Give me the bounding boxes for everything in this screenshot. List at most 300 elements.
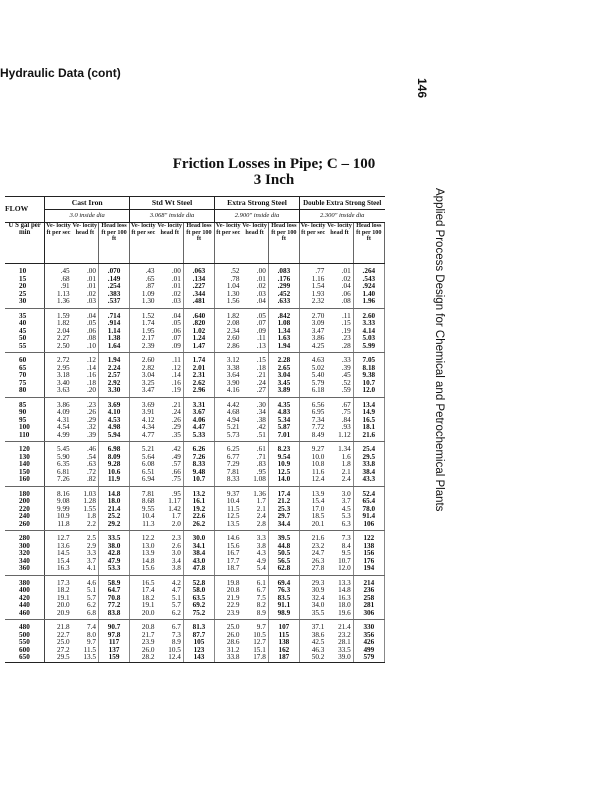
velocity-header: Ve- locity ft per sec [299, 223, 326, 264]
velocity-head-cell: 18.0 [338, 602, 351, 609]
velocity-head-cell: .75 [157, 476, 184, 486]
flow-cell: 340 [19, 557, 30, 565]
head-loss-cell: 58.9 [98, 575, 129, 587]
velocity-head-cell: 5.7 [171, 602, 181, 609]
velocity-cell: 16.3 [45, 565, 72, 575]
velocity-head-cell: .20 [72, 387, 99, 397]
velocity-head-cell: .46 [87, 445, 96, 453]
velocity-head-cell: 12.4 [157, 654, 184, 662]
velocity-cell: 3.25 [130, 380, 157, 388]
head-loss-cell: 3.67 [183, 409, 214, 417]
velocity-cell: 2.39 [130, 343, 157, 353]
velocity-cell: 31.2 [215, 647, 242, 655]
table-row [5, 595, 385, 603]
velocity-cell: 6.18 [299, 387, 326, 397]
velocity-cell: 5.79 [299, 380, 326, 388]
velocity-head-cell: 10.5 [168, 646, 181, 654]
velocity-head-cell: 6.8 [72, 610, 99, 620]
velocity-cell: 3.47 [130, 387, 157, 397]
velocity-cell: 26.3 [299, 558, 326, 566]
velocity-cell: 3.40 [45, 380, 72, 388]
head-loss-cell: 2.62 [183, 380, 214, 388]
velocity-head-cell: 16.3 [338, 594, 351, 602]
velocity-cell: 33.8 [215, 654, 242, 662]
head-loss-cell: 87.7 [183, 632, 214, 640]
head-loss-cell: 7.01 [268, 432, 299, 442]
velocity-head-cell: .05 [171, 320, 181, 327]
head-loss-cell: 81.3 [183, 620, 214, 632]
velocity-cell: 5.21 [130, 442, 157, 454]
velocity-head-cell: 8.0 [87, 631, 96, 639]
velocity-head-cell: .04 [341, 283, 351, 290]
velocity-head-cell: 5.1 [87, 587, 96, 594]
velocity-cell: 6.77 [215, 454, 242, 462]
velocity-head-cell: 2.1 [256, 505, 266, 513]
dia-std-wt-steel: 3.068" inside dia [130, 210, 215, 223]
book-title-sidebar: Applied Process Design for Chemical and Petrochemical Plants [433, 188, 445, 512]
velocity-cell: 18.5 [299, 513, 326, 521]
velocity-cell: 3.64 [215, 372, 242, 380]
velocity-cell: 1.59 [45, 308, 72, 320]
velocity-cell: 16.5 [130, 575, 157, 587]
velocity-head-cell: .06 [341, 290, 351, 298]
head-loss-cell: 25.4 [353, 442, 384, 454]
velocity-cell: 4.12 [130, 417, 157, 425]
velocity-head-cell: 2.6 [171, 542, 181, 550]
velocity-cell: 3.04 [130, 372, 157, 380]
velocity-head-cell: 9.7 [256, 623, 266, 631]
head-loss-cell: 1.02 [183, 328, 214, 336]
velocity-head-cell: 5.7 [87, 594, 96, 602]
velocity-head-cell: 9.5 [341, 550, 351, 557]
velocity-cell: 6.56 [299, 397, 326, 409]
velocity-head-cell: .95 [171, 489, 181, 498]
table-row [5, 320, 385, 328]
velocity-cell: 18.2 [130, 595, 157, 603]
head-loss-cell: 16.1 [183, 498, 214, 506]
velocity-cell: 3.12 [215, 353, 242, 365]
head-loss-cell: 4.35 [268, 397, 299, 409]
title-line-1: Friction Losses in Pipe; C – 100 [172, 156, 376, 172]
table-row [5, 587, 385, 595]
head-loss-cell: 56.5 [268, 558, 299, 566]
velocity-header: Ve- locity ft per sec [130, 223, 157, 264]
velocity-head-cell: .01 [171, 275, 181, 283]
head-loss-cell: 123 [183, 647, 214, 655]
velocity-head-cell: .95 [256, 468, 266, 476]
head-loss-cell: 14.8 [98, 486, 129, 498]
velocity-head-cell: .04 [171, 311, 181, 320]
head-loss-cell: 78.0 [353, 506, 384, 514]
head-loss-cell: 14.0 [268, 476, 299, 486]
velocity-cell: 1.30 [215, 291, 242, 299]
head-loss-cell: 159 [98, 654, 129, 662]
head-loss-cell: 21.6 [353, 432, 384, 442]
head-loss-cell: 426 [353, 639, 384, 647]
table-row [5, 264, 385, 276]
head-loss-cell: 176 [353, 558, 384, 566]
table-row [5, 531, 385, 543]
velocity-head-cell: .01 [256, 275, 266, 283]
velocity-head-cell: 2.4 [256, 513, 266, 520]
velocity-head-cell: .66 [171, 468, 181, 476]
velocity-head-cell: .05 [256, 311, 266, 320]
velocity-head-cell: .03 [157, 298, 184, 308]
head-loss-cell: 105 [183, 639, 214, 647]
velocity-head-cell: .08 [87, 335, 96, 342]
head-loss-cell: .842 [268, 308, 299, 320]
velocity-head-cell: 1.55 [83, 505, 96, 513]
head-loss-cell: 21.2 [268, 498, 299, 506]
head-loss-cell: 4.47 [183, 424, 214, 432]
velocity-cell: 20.0 [45, 602, 72, 610]
flow-cell: 10 [19, 267, 27, 275]
velocity-cell: 20.8 [130, 620, 157, 632]
velocity-cell: .77 [299, 264, 326, 276]
table-row [5, 521, 385, 531]
velocity-head-cell: .06 [171, 327, 181, 335]
velocity-head-cell: 2.4 [326, 476, 353, 486]
velocity-head-cell: .23 [87, 400, 96, 409]
table-row [5, 550, 385, 558]
velocity-cell: 30.9 [299, 587, 326, 595]
velocity-cell: 19.1 [130, 602, 157, 610]
velocity-head-cell: 23.2 [338, 631, 351, 639]
velocity-cell: 25.0 [215, 620, 242, 632]
velocity-head-cell: .04 [241, 298, 268, 308]
velocity-cell: 15.4 [45, 558, 72, 566]
group-extra-strong-steel: Extra Strong Steel [215, 197, 300, 210]
velocity-cell: 13.0 [130, 543, 157, 551]
flow-cell: 260 [5, 521, 45, 531]
velocity-cell: 13.6 [45, 543, 72, 551]
head-loss-cell: 9.48 [183, 469, 214, 477]
flow-cell: 150 [19, 468, 30, 476]
velocity-head-cell: .27 [241, 387, 268, 397]
head-loss-cell: 7.26 [183, 454, 214, 462]
head-loss-cell: 8.18 [353, 365, 384, 373]
head-loss-cell: 1.47 [183, 343, 214, 353]
velocity-cell: 5.64 [130, 454, 157, 462]
velocity-cell: 1.82 [45, 320, 72, 328]
head-loss-cell: .640 [183, 308, 214, 320]
head-loss-cell: 52.8 [183, 575, 214, 587]
velocity-head-cell: .09 [256, 327, 266, 335]
flow-unit-header: U S gal per min [5, 223, 45, 264]
velocity-head-cell: 2.9 [87, 542, 96, 550]
velocity-head-cell: .38 [256, 416, 266, 424]
velocity-cell: 1.82 [215, 308, 242, 320]
page-number: 146 [415, 78, 429, 99]
head-loss-cell: 52.4 [353, 486, 384, 498]
velocity-head-cell: 1.28 [83, 498, 96, 505]
velocity-cell: 6.81 [45, 469, 72, 477]
velocity-cell: 3.09 [299, 320, 326, 328]
flow-cell: 400 [19, 587, 30, 594]
head-loss-cell: 4.14 [353, 328, 384, 336]
velocity-head-cell: 4.2 [171, 578, 181, 587]
velocity-head-cell: .00 [87, 267, 96, 275]
velocity-cell: 1.09 [130, 291, 157, 299]
velocity-cell: 42.5 [299, 639, 326, 647]
flow-header: FLOW [5, 197, 45, 223]
velocity-head-cell: .07 [171, 335, 181, 342]
head-loss-cell: 16.5 [353, 417, 384, 425]
velocity-head-cell: 3.7 [341, 498, 351, 505]
flow-cell: 600 [19, 646, 30, 654]
velocity-head-cell: .26 [87, 409, 96, 416]
velocity-head-cell: .02 [341, 275, 351, 283]
velocity-cell: 5.02 [299, 365, 326, 373]
velocity-head-cell: .02 [171, 290, 181, 298]
head-loss-cell: 2.92 [98, 380, 129, 388]
velocity-cell: 25.0 [45, 639, 72, 647]
head-loss-cell: 194 [353, 565, 384, 575]
velocity-cell: 21.7 [130, 632, 157, 640]
velocity-cell: 10.9 [45, 513, 72, 521]
head-loss-cell: 1.08 [268, 320, 299, 328]
velocity-head-cell: 17.8 [241, 654, 268, 662]
head-loss-cell: 50.5 [268, 550, 299, 558]
head-loss-cell: 356 [353, 632, 384, 640]
velocity-head-cell: 1.8 [341, 461, 351, 468]
velocity-head-cell: .18 [87, 379, 96, 387]
head-loss-cell: 83.8 [98, 610, 129, 620]
head-loss-cell: .344 [183, 291, 214, 299]
velocity-cell: 4.94 [215, 417, 242, 425]
head-loss-cell: 21.4 [98, 506, 129, 514]
head-loss-cell: 137 [98, 647, 129, 655]
velocity-head-cell: .00 [256, 267, 266, 275]
head-loss-cell: 34.1 [183, 543, 214, 551]
velocity-cell: 3.69 [130, 397, 157, 409]
head-loss-cell: 8.23 [268, 442, 299, 454]
head-loss-cell: 83.5 [268, 595, 299, 603]
table-row [5, 353, 385, 365]
velocity-head-cell: 2.1 [341, 468, 351, 476]
velocity-head-cell: 4.6 [87, 578, 96, 587]
head-loss-cell: 122 [353, 531, 384, 543]
head-loss-cell: 47.8 [183, 565, 214, 575]
head-loss-cell: 330 [353, 620, 384, 632]
velocity-cell: 2.70 [299, 308, 326, 320]
velocity-head-cell: 6.7 [256, 587, 266, 594]
velocity-head-cell: .14 [171, 372, 181, 379]
head-loss-cell: .820 [183, 320, 214, 328]
velocity-cell: 1.56 [215, 298, 242, 308]
table-title [0, 156, 594, 188]
table-row [5, 365, 385, 373]
velocity-head-cell: .75 [341, 409, 351, 416]
head-loss-cell: 10.6 [98, 469, 129, 477]
velocity-cell: 13.9 [299, 486, 326, 498]
table-row [5, 380, 385, 388]
velocity-head-cell: .42 [171, 445, 181, 453]
flow-cell: 35 [19, 311, 27, 320]
velocity-head-cell: .08 [326, 298, 353, 308]
velocity-cell: .78 [215, 276, 242, 284]
table-row [5, 476, 385, 486]
table-row [5, 432, 385, 442]
velocity-cell: 32.4 [299, 595, 326, 603]
head-loss-cell: 58.0 [183, 587, 214, 595]
velocity-cell: 4.25 [299, 343, 326, 353]
velocity-cell: 3.63 [45, 387, 72, 397]
velocity-cell: 22.9 [215, 602, 242, 610]
table-row [5, 417, 385, 425]
velocity-cell: 2.95 [45, 365, 72, 373]
velocity-head-cell: 6.2 [87, 602, 96, 609]
head-loss-cell: 1.94 [98, 353, 129, 365]
head-loss-cell: 98.9 [268, 610, 299, 620]
velocity-cell: 1.52 [130, 308, 157, 320]
head-loss-cell: 499 [353, 647, 384, 655]
head-loss-cell: 4.83 [268, 409, 299, 417]
head-loss-cell: 76.3 [268, 587, 299, 595]
velocity-head-cell: .14 [87, 364, 96, 372]
velocity-cell: 28.6 [215, 639, 242, 647]
velocity-cell: 2.04 [45, 328, 72, 336]
head-loss-cell: 5.34 [268, 417, 299, 425]
table-row [5, 328, 385, 336]
velocity-head-cell: 8.9 [171, 639, 181, 646]
velocity-head-cell: 4.7 [171, 587, 181, 594]
head-loss-cell: 44.8 [268, 543, 299, 551]
velocity-head-cell: 1.7 [171, 513, 181, 520]
velocity-head-cell: 2.8 [241, 521, 268, 531]
table-row [5, 372, 385, 380]
head-loss-cell: 1.74 [183, 353, 214, 365]
velocity-cell: 15.6 [215, 543, 242, 551]
velocity-head-cell: 6.2 [157, 610, 184, 620]
velocity-head-cell: 5.4 [241, 565, 268, 575]
velocity-head-cell: .52 [341, 379, 351, 387]
velocity-head-cell: 14.8 [338, 587, 351, 594]
dia-extra-strong-steel: 2.900" inside dia [215, 210, 300, 223]
velocity-cell: 24.7 [299, 550, 326, 558]
head-loss-cell: 4.06 [183, 417, 214, 425]
velocity-head-cell: .28 [326, 343, 353, 353]
table-row [5, 469, 385, 477]
velocity-head-cell: 28.1 [338, 639, 351, 646]
velocity-head-cell: .45 [341, 372, 351, 379]
head-loss-cell: 1.38 [98, 335, 129, 343]
head-loss-cell: 143 [183, 654, 214, 662]
velocity-head-cell: .23 [341, 335, 351, 342]
head-loss-cell: 7.05 [353, 353, 384, 365]
table-row [5, 454, 385, 462]
velocity-cell: 1.95 [130, 328, 157, 336]
velocity-cell: 4.31 [45, 417, 72, 425]
velocity-cell: 29.3 [299, 575, 326, 587]
velocity-cell: 5.73 [215, 432, 242, 442]
head-loss-cell: .063 [183, 264, 214, 276]
velocity-cell: .68 [45, 276, 72, 284]
head-loss-cell: 53.3 [98, 565, 129, 575]
velocity-cell: 4.54 [45, 424, 72, 432]
head-loss-cell: 38.0 [98, 543, 129, 551]
velocity-head-cell: 3.0 [171, 550, 181, 557]
table-row [5, 343, 385, 353]
velocity-head-cell: .35 [157, 432, 184, 442]
velocity-head-cell: .82 [72, 476, 99, 486]
flow-cell: 30 [5, 298, 45, 308]
velocity-head-cell: .11 [172, 356, 181, 364]
head-loss-cell: 4.10 [98, 409, 129, 417]
velocity-cell: 9.08 [45, 498, 72, 506]
velocity-cell: 15.6 [130, 565, 157, 575]
velocity-cell: 10.4 [130, 513, 157, 521]
head-loss-cell: 97.8 [98, 632, 129, 640]
velocity-head-cell: 5.3 [341, 513, 351, 520]
head-loss-cell: 3.31 [183, 397, 214, 409]
velocity-head-cell: .12 [87, 356, 96, 364]
head-loss-cell: 18.0 [98, 498, 129, 506]
head-loss-cell: 2.65 [268, 365, 299, 373]
flow-cell: 320 [19, 550, 30, 557]
velocity-head-cell: 1.34 [338, 445, 351, 453]
table-row [5, 602, 385, 610]
velocity-cell: .87 [130, 283, 157, 291]
velocity-cell: .43 [130, 264, 157, 276]
flow-cell: 25 [19, 290, 27, 298]
velocity-head-cell: .05 [87, 320, 96, 327]
velocity-head-cell: .15 [341, 320, 351, 327]
velocity-head-cell: 3.4 [171, 557, 181, 565]
head-loss-cell: 77.2 [98, 602, 129, 610]
velocity-head-cell: 1.08 [241, 476, 268, 486]
velocity-head-cell: 3.3 [87, 550, 96, 557]
head-loss-cell: 2.60 [353, 308, 384, 320]
head-loss-cell: 1.14 [98, 328, 129, 336]
velocity-head-cell: 39.0 [326, 654, 353, 662]
head-loss-cell: 1.63 [268, 335, 299, 343]
flow-cell: 40 [19, 320, 27, 327]
head-loss-cell: 6.98 [98, 442, 129, 454]
velocity-cell: 23.2 [299, 543, 326, 551]
head-loss-cell: .924 [353, 283, 384, 291]
velocity-cell: 21.6 [299, 531, 326, 543]
head-loss-header: Head loss ft per 100 ft [98, 223, 129, 264]
head-loss-header: Head loss ft per 100 ft [268, 223, 299, 264]
velocity-head-cell: .01 [87, 283, 96, 290]
flow-cell: 55 [5, 343, 45, 353]
flow-cell: 60 [19, 356, 27, 364]
head-loss-cell: 47.9 [98, 558, 129, 566]
flow-cell: 80 [5, 387, 45, 397]
head-loss-cell: 115 [268, 632, 299, 640]
velocity-cell: 2.50 [45, 343, 72, 353]
velocity-head-cell: .24 [171, 409, 181, 416]
head-loss-cell: 69.4 [268, 575, 299, 587]
velocity-cell: 23.9 [130, 639, 157, 647]
head-loss-cell: .452 [268, 291, 299, 299]
velocity-cell: 20.8 [215, 587, 242, 595]
head-loss-cell: 107 [268, 620, 299, 632]
head-loss-cell: 8.09 [98, 454, 129, 462]
head-loss-cell: .481 [183, 298, 214, 308]
head-loss-cell: 13.2 [183, 486, 214, 498]
head-loss-cell: 91.4 [353, 513, 384, 521]
velocity-cell: 23.9 [215, 610, 242, 620]
velocity-cell: 5.90 [45, 454, 72, 462]
velocity-head-cell: .51 [241, 432, 268, 442]
head-loss-cell: 30.0 [183, 531, 214, 543]
head-loss-cell: 42.8 [98, 550, 129, 558]
velocity-head-cell: .24 [256, 379, 266, 387]
velocity-head-cell: .13 [241, 343, 268, 353]
velocity-head-cell: 13.5 [72, 654, 99, 662]
